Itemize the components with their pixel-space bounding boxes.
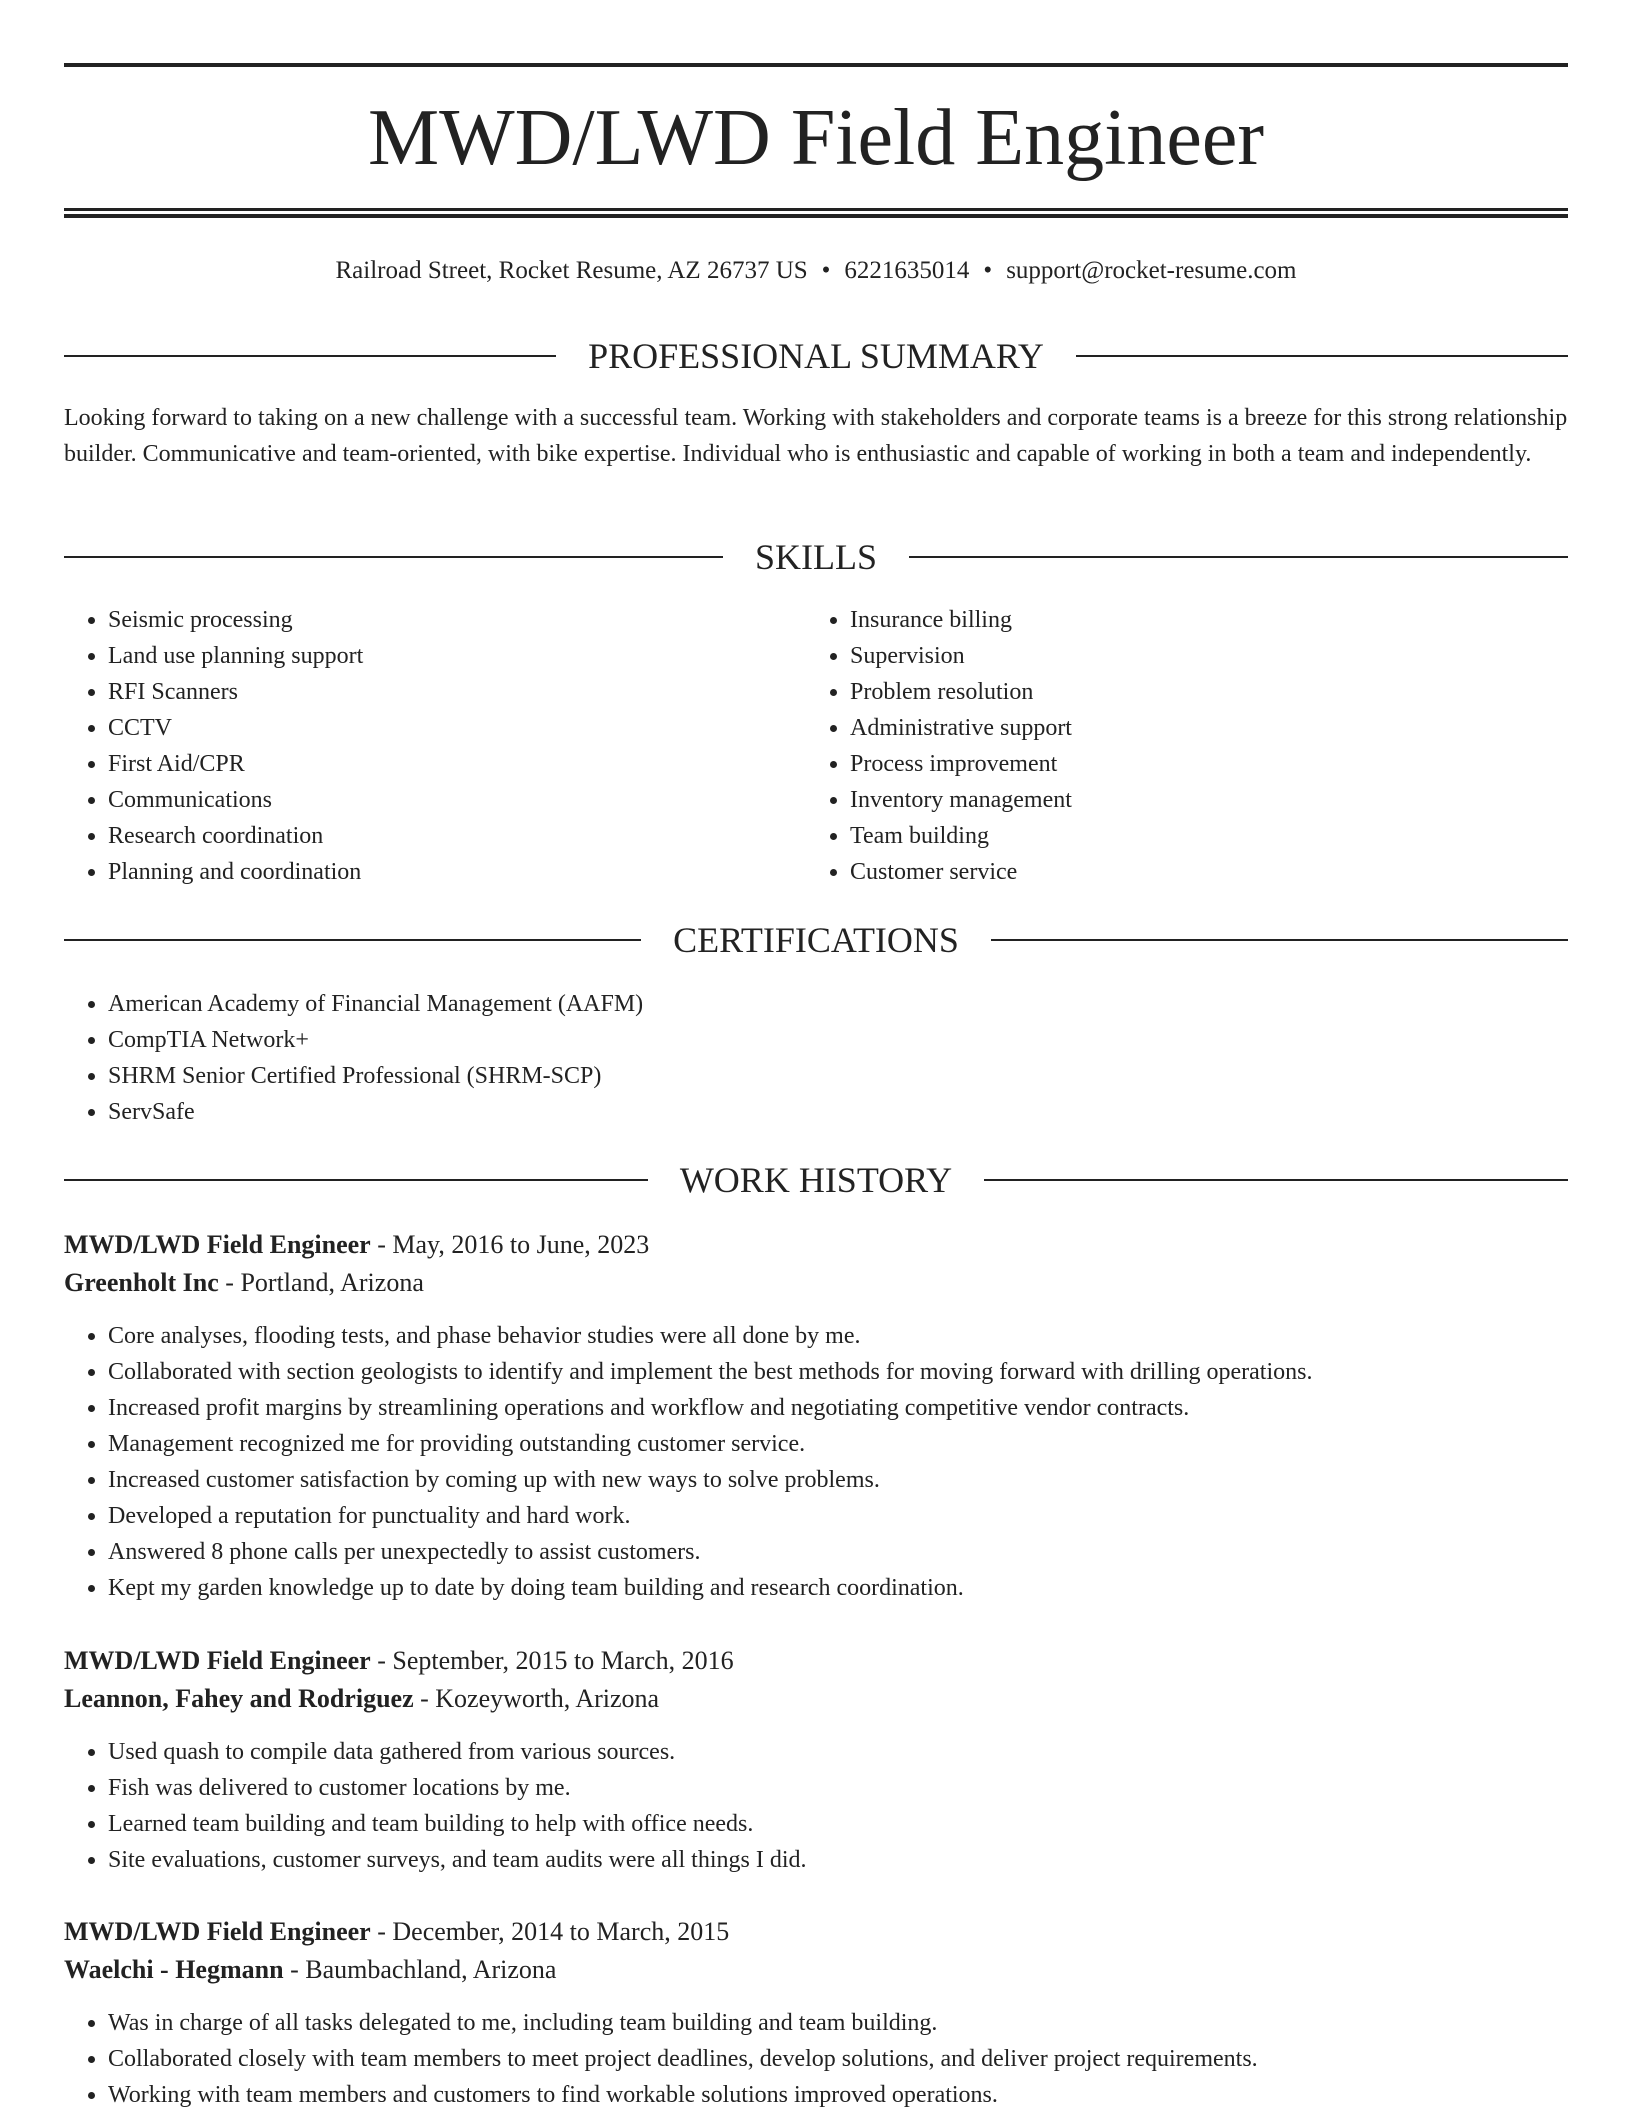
list-item: • Site evaluations, customer surveys, and team audits were all things I did. xyxy=(108,1842,1568,1878)
job-title-line xyxy=(64,1913,1568,1951)
list-item: • Management recognized me for providing outstanding customer service. xyxy=(108,1426,1568,1462)
job-company-line xyxy=(64,1680,1568,1718)
list-item: • Collaborated with section geologists to identify and implement the best methods for moving forward with drilling operations. xyxy=(108,1354,1568,1390)
list-item: • Land use planning support xyxy=(108,638,764,674)
job-bullets xyxy=(64,2005,1568,2113)
list-item: • SHRM Senior Certified Professional (SHRM-SCP) xyxy=(108,1058,1464,1094)
section-rule xyxy=(1076,355,1568,357)
list-item: • Was in charge of all tasks delegated to me, including team building and team building. xyxy=(108,2005,1568,2041)
list-item: • Inventory management xyxy=(850,782,1506,818)
list-item: • Administrative support xyxy=(850,710,1506,746)
section-rule xyxy=(64,556,723,558)
list-item: • RFI Scanners xyxy=(108,674,764,710)
job-dates: - December, 2014 to March, 2015 xyxy=(370,1917,730,1946)
list-item: • Supervision xyxy=(850,638,1506,674)
section-rule xyxy=(64,1179,648,1181)
list-item: • Used quash to compile data gathered from various sources. xyxy=(108,1734,1568,1770)
section-title: WORK HISTORY xyxy=(679,1160,953,1200)
contact-separator: • xyxy=(983,257,993,284)
certifications-list xyxy=(64,986,1464,1130)
section-title: SKILLS xyxy=(755,537,878,577)
job-role: MWD/LWD Field Engineer xyxy=(64,1646,371,1675)
job-role: MWD/LWD Field Engineer xyxy=(64,1917,371,1946)
list-item: • Insurance billing xyxy=(850,602,1506,638)
section-rule xyxy=(64,939,641,941)
certifications-block xyxy=(64,986,1464,1130)
contact-separator: • xyxy=(821,257,831,284)
list-item: • Core analyses, flooding tests, and phase behavior studies were all done by me. xyxy=(108,1318,1568,1354)
job-entry xyxy=(64,1642,1568,1878)
skills-column-right xyxy=(806,602,1506,890)
job-company: Greenholt Inc xyxy=(64,1268,219,1297)
job-entry xyxy=(64,1913,1568,2113)
list-item: • Research coordination xyxy=(108,818,764,854)
list-item: • Developed a reputation for punctuality and hard work. xyxy=(108,1498,1568,1534)
section-title: PROFESSIONAL SUMMARY xyxy=(588,336,1044,376)
list-item: • CompTIA Network+ xyxy=(108,1022,1464,1058)
job-bullets xyxy=(64,1734,1568,1878)
list-item: • Process improvement xyxy=(850,746,1506,782)
job-dates: - May, 2016 to June, 2023 xyxy=(370,1230,650,1259)
contact-phone: 6221635014 xyxy=(844,257,970,284)
list-item: • Communications xyxy=(108,782,764,818)
list-item: • Problem resolution xyxy=(850,674,1506,710)
job-location: - Kozeyworth, Arizona xyxy=(413,1684,660,1713)
job-entry xyxy=(64,1226,1568,1606)
section-title: CERTIFICATIONS xyxy=(673,920,959,960)
section-header-work xyxy=(64,1160,1568,1200)
job-title-line xyxy=(64,1642,1568,1680)
section-rule xyxy=(909,556,1568,558)
list-item: • Increased customer satisfaction by coming up with new ways to solve problems. xyxy=(108,1462,1568,1498)
list-item: • Fish was delivered to customer locations by me. xyxy=(108,1770,1568,1806)
list-item: • Customer service xyxy=(850,854,1506,890)
section-header-skills xyxy=(64,537,1568,577)
job-dates: - September, 2015 to March, 2016 xyxy=(370,1646,734,1675)
list-item: • Kept my garden knowledge up to date by doing team building and research coordination. xyxy=(108,1570,1568,1606)
top-rule xyxy=(64,63,1568,67)
list-item: • First Aid/CPR xyxy=(108,746,764,782)
list-item: • Learned team building and team building to help with office needs. xyxy=(108,1806,1568,1842)
job-location: - Portland, Arizona xyxy=(218,1268,424,1297)
list-item: • American Academy of Financial Management (AAFM) xyxy=(108,986,1464,1022)
list-item: • Working with team members and customers to find workable solutions improved operations. xyxy=(108,2077,1568,2113)
page-title: MWD/LWD Field Engineer xyxy=(367,94,1265,182)
section-rule xyxy=(991,939,1568,941)
list-item: • Answered 8 phone calls per unexpectedly to assist customers. xyxy=(108,1534,1568,1570)
title-double-rule xyxy=(64,208,1568,218)
section-header-summary xyxy=(64,336,1568,376)
job-company: Leannon, Fahey and Rodriguez xyxy=(64,1684,414,1713)
job-bullets xyxy=(64,1318,1568,1606)
skills-column-left xyxy=(64,602,764,890)
skills-list xyxy=(64,602,764,890)
summary-text: Looking forward to taking on a new challenge with a successful team. Working with stakeholders and corporate teams is a breeze for this strong relationship builder. Communicative and team-oriented, with bike expertise. Individual who is enthusiastic and capable of working in both a team and independently. xyxy=(64,405,1568,467)
job-company-line xyxy=(64,1951,1568,1989)
list-item: • Planning and coordination xyxy=(108,854,764,890)
job-title-line xyxy=(64,1226,1568,1264)
section-header-certifications xyxy=(64,920,1568,960)
list-item: • ServSafe xyxy=(108,1094,1464,1130)
job-company-line xyxy=(64,1264,1568,1302)
list-item: • CCTV xyxy=(108,710,764,746)
job-role: MWD/LWD Field Engineer xyxy=(64,1230,371,1259)
job-location: - Baumbachland, Arizona xyxy=(283,1955,557,1984)
list-item: • Seismic processing xyxy=(108,602,764,638)
contact-line xyxy=(64,256,1568,286)
list-item: • Increased profit margins by streamlining operations and workflow and negotiating competitive vendor contracts. xyxy=(108,1390,1568,1426)
job-company: Waelchi - Hegmann xyxy=(64,1955,284,1984)
section-rule xyxy=(64,355,556,357)
contact-address: Railroad Street, Rocket Resume, AZ 26737 US xyxy=(335,257,808,284)
section-rule xyxy=(984,1179,1568,1181)
list-item: • Team building xyxy=(850,818,1506,854)
contact-email: support@rocket-resume.com xyxy=(1006,257,1297,284)
skills-list xyxy=(806,602,1506,890)
list-item: • Collaborated closely with team members to meet project deadlines, develop solutions, and deliver project requirements. xyxy=(108,2041,1568,2077)
